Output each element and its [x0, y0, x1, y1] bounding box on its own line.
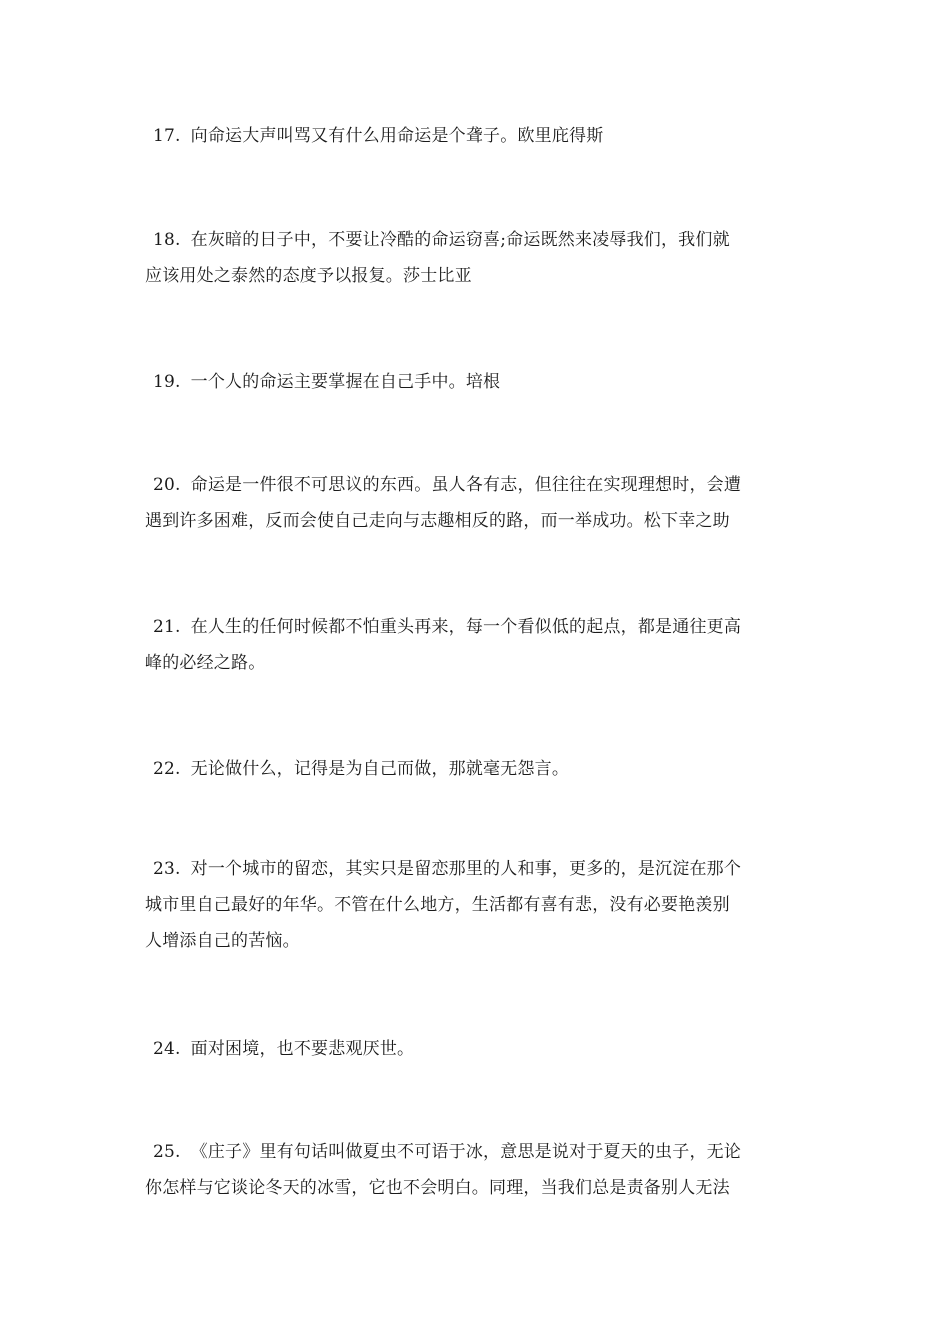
- quote-24-text-1: 面对困境，也不要悲观厌世。: [190, 1039, 415, 1059]
- quote-21-line-2: 峰的必经之路。: [145, 653, 266, 673]
- quote-18: [145, 222, 815, 294]
- quote-23-line-3: 人增添自己的苦恼。: [145, 931, 300, 951]
- quote-17: [145, 118, 815, 154]
- quote-18-line-1: [145, 222, 815, 258]
- quote-20-line-2: 遇到许多困难，反而会使自己走向与志趣相反的路，而一举成功。松下幸之助: [145, 511, 730, 531]
- quote-20-text-1: 命运是一件很不可思议的东西。虽人各有志，但往往在实现理想时，会遭: [190, 475, 742, 495]
- quote-21-line-1: [145, 609, 815, 645]
- quote-19-number: 19.: [153, 372, 181, 392]
- quote-20: [145, 467, 815, 539]
- quote-22-line-1: [145, 751, 815, 787]
- quote-24-line-1: [145, 1031, 815, 1067]
- quote-23-number: 23.: [153, 859, 181, 879]
- quote-23-line-2: 城市里自己最好的年华。不管在什么地方，生活都有喜有悲，没有必要艳羡别: [145, 895, 730, 915]
- quote-19-text-1: 一个人的命运主要掌握在自己手中。培根: [190, 372, 501, 392]
- quote-21-text-1: 在人生的任何时候都不怕重头再来，每一个看似低的起点，都是通往更高: [190, 617, 742, 637]
- quote-21-number: 21.: [153, 617, 181, 637]
- quote-25: [145, 1134, 815, 1206]
- quote-24-number: 24.: [153, 1039, 181, 1059]
- quote-22-text-1: 无论做什么，记得是为自己而做，那就毫无怨言。: [190, 759, 570, 779]
- quote-23-line-1: [145, 851, 815, 887]
- quote-17-text-1: 向命运大声叫骂又有什么用命运是个聋子。欧里庇得斯: [190, 126, 604, 146]
- quote-17-number: 17.: [153, 126, 181, 146]
- quote-24: [145, 1031, 815, 1067]
- quote-19-line-1: [145, 364, 815, 400]
- quote-23-text-1: 对一个城市的留恋，其实只是留恋那里的人和事，更多的，是沉淀在那个: [190, 859, 742, 879]
- quote-22-number: 22.: [153, 759, 181, 779]
- quote-21: [145, 609, 815, 681]
- quote-25-number: 25.: [153, 1142, 181, 1162]
- quote-25-line-2: 你怎样与它谈论冬天的冰雪，它也不会明白。同理，当我们总是责备别人无法: [145, 1178, 730, 1198]
- quote-22: [145, 751, 815, 787]
- quote-25-text-1: 《庄子》里有句话叫做夏虫不可语于冰，意思是说对于夏天的虫子，无论: [190, 1142, 742, 1162]
- quote-18-text-1: 在灰暗的日子中，不要让冷酷的命运窃喜;命运既然来凌辱我们，我们就: [190, 230, 730, 250]
- quote-25-line-1: [145, 1134, 815, 1170]
- quote-20-number: 20.: [153, 475, 181, 495]
- quote-20-line-1: [145, 467, 815, 503]
- quote-23: [145, 851, 815, 959]
- quote-18-line-2: 应该用处之泰然的态度予以报复。莎士比亚: [145, 266, 472, 286]
- quote-17-line-1: [145, 118, 815, 154]
- quote-18-number: 18.: [153, 230, 181, 250]
- quote-19: [145, 364, 815, 400]
